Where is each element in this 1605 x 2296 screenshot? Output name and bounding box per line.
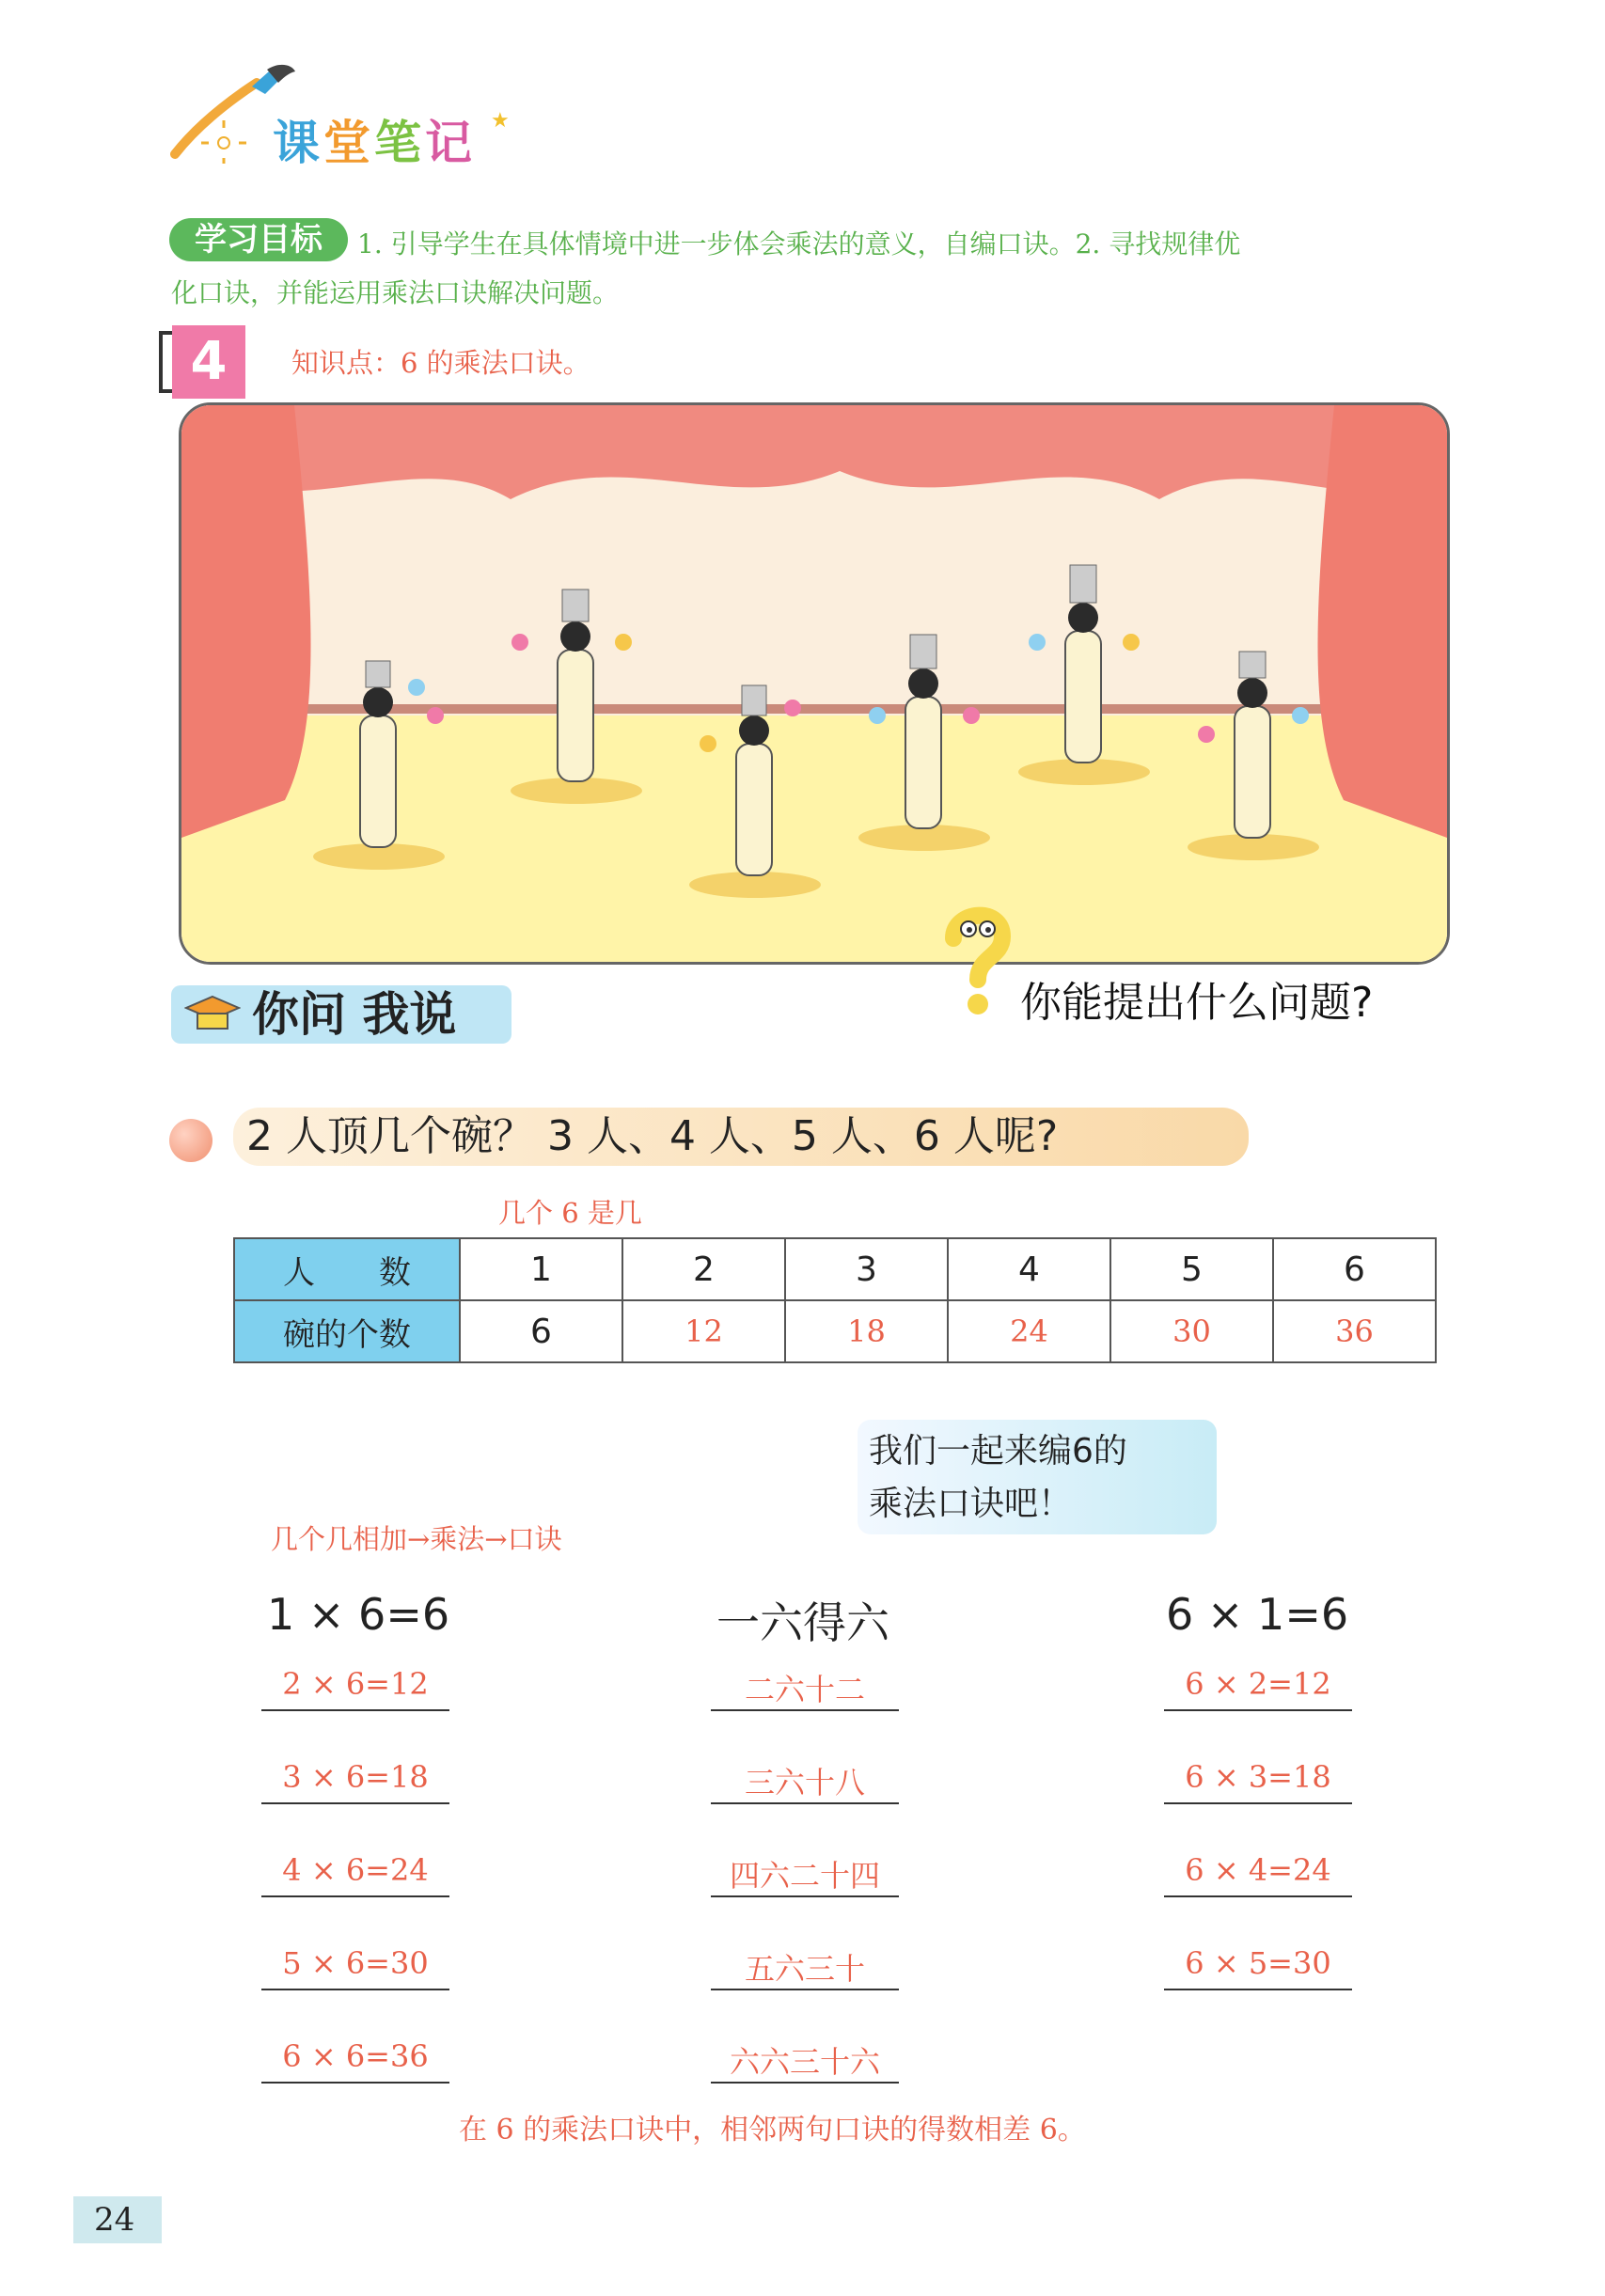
mnemonic-row: 四六二十四 bbox=[729, 1858, 880, 1894]
table-cell: 36 bbox=[1273, 1300, 1436, 1362]
table-cell: 30 bbox=[1110, 1300, 1273, 1362]
bullet-dot-icon bbox=[169, 1119, 212, 1162]
multiplication-row: 4 × 6=24 bbox=[282, 1852, 429, 1888]
summary-note: 在 6 的乘法口诀中，相邻两句口诀的得数相差 6。 bbox=[459, 2114, 1086, 2147]
speech-text bbox=[869, 1425, 1217, 1531]
multiplication-row: 6 × 6=36 bbox=[282, 2038, 429, 2074]
multiplication-row: 6 × 2=12 bbox=[1185, 1666, 1331, 1702]
table-cell: 1 bbox=[460, 1238, 622, 1300]
knowledge-point: 知识点：6 的乘法口诀。 bbox=[291, 347, 590, 379]
table-cell: 6 bbox=[460, 1300, 622, 1362]
stage-illustration bbox=[179, 402, 1450, 965]
multiplication-row: 6 × 5=30 bbox=[1185, 1945, 1331, 1981]
table-cell: 12 bbox=[622, 1300, 785, 1362]
section-number: 4 bbox=[190, 331, 228, 392]
table-row bbox=[234, 1300, 1436, 1362]
question-mark-mascot-icon bbox=[940, 901, 1015, 1017]
mnemonic-column-head: 一六得六 bbox=[716, 1597, 889, 1648]
multiplication-column-1-head: 1 × 6=6 bbox=[267, 1589, 450, 1640]
multiplication-row: 5 × 6=30 bbox=[282, 1945, 429, 1981]
table-cell: 24 bbox=[948, 1300, 1110, 1362]
notebook-spiral-icon bbox=[159, 331, 172, 393]
table-note: 几个 6 是几 bbox=[498, 1197, 642, 1229]
table-row bbox=[234, 1238, 1436, 1300]
ask-question: 你能提出什么问题? bbox=[1020, 979, 1374, 1027]
table-cell: 2 bbox=[622, 1238, 785, 1300]
table-cell: 4 bbox=[948, 1238, 1110, 1300]
answer-underline bbox=[1164, 1802, 1352, 1804]
question-text: 2 人顶几个碗？ 3 人、4 人、5 人、6 人呢? bbox=[246, 1112, 1059, 1160]
row-header-people: 人 数 bbox=[234, 1238, 460, 1300]
multiplication-row: 6 × 4=24 bbox=[1185, 1852, 1331, 1888]
people-bowls-table bbox=[233, 1237, 1437, 1363]
multiplication-row: 6 × 3=18 bbox=[1185, 1759, 1331, 1795]
stage-scene-svg bbox=[181, 405, 1447, 962]
table-cell: 5 bbox=[1110, 1238, 1273, 1300]
answer-underline bbox=[711, 2082, 899, 2084]
multiplication-row: 2 × 6=12 bbox=[282, 1666, 429, 1702]
answer-underline bbox=[711, 1802, 899, 1804]
mnemonic-row: 五六三十 bbox=[744, 1951, 865, 1987]
header-title bbox=[273, 105, 476, 173]
speech-line-1: 我们一起来编6的 bbox=[869, 1432, 1127, 1470]
section-number-badge bbox=[172, 325, 245, 399]
header-title-char: 笔 bbox=[374, 116, 425, 170]
objective-text-line-1: 1. 引导学生在具体情境中进一步体会乘法的意义，自编口诀。2. 寻找规律优 bbox=[357, 228, 1241, 259]
speech-line-2: 乘法口诀吧！ bbox=[869, 1485, 1073, 1523]
answer-underline bbox=[261, 1802, 449, 1804]
answer-underline bbox=[711, 1709, 899, 1711]
answer-underline bbox=[711, 1989, 899, 1990]
multiplication-column-3-head: 6 × 1=6 bbox=[1166, 1589, 1349, 1640]
header-title-char: 记 bbox=[425, 116, 476, 170]
answer-underline bbox=[1164, 1895, 1352, 1897]
page-number: 24 bbox=[73, 2196, 162, 2243]
row-header-bowls: 碗的个数 bbox=[234, 1300, 460, 1362]
mnemonic-row: 三六十八 bbox=[744, 1765, 865, 1801]
multiplication-row: 3 × 6=18 bbox=[282, 1759, 429, 1795]
method-note: 几个几相加→乘法→口诀 bbox=[271, 1523, 562, 1555]
answer-underline bbox=[261, 1895, 449, 1897]
header-title-char: 堂 bbox=[323, 116, 374, 170]
answer-underline bbox=[1164, 1989, 1352, 1990]
answer-underline bbox=[1164, 1709, 1352, 1711]
answer-underline bbox=[261, 1989, 449, 1990]
answer-underline bbox=[261, 2082, 449, 2084]
answer-underline bbox=[261, 1709, 449, 1711]
table-cell: 18 bbox=[785, 1300, 948, 1362]
objective-badge: 学习目标 bbox=[169, 218, 348, 261]
objective-text-line-2: 化口诀，并能运用乘法口诀解决问题。 bbox=[171, 277, 620, 308]
star-icon: ★ bbox=[491, 109, 510, 133]
ask-banner-text: 你问 我说 bbox=[252, 987, 457, 1042]
mnemonic-row: 二六十二 bbox=[744, 1672, 865, 1707]
graduation-cap-icon bbox=[184, 993, 241, 1036]
table-cell: 3 bbox=[785, 1238, 948, 1300]
mnemonic-row: 六六三十六 bbox=[729, 2044, 880, 2080]
answer-underline bbox=[711, 1895, 899, 1897]
header-title-char: 课 bbox=[273, 116, 323, 170]
table-cell: 6 bbox=[1273, 1238, 1436, 1300]
